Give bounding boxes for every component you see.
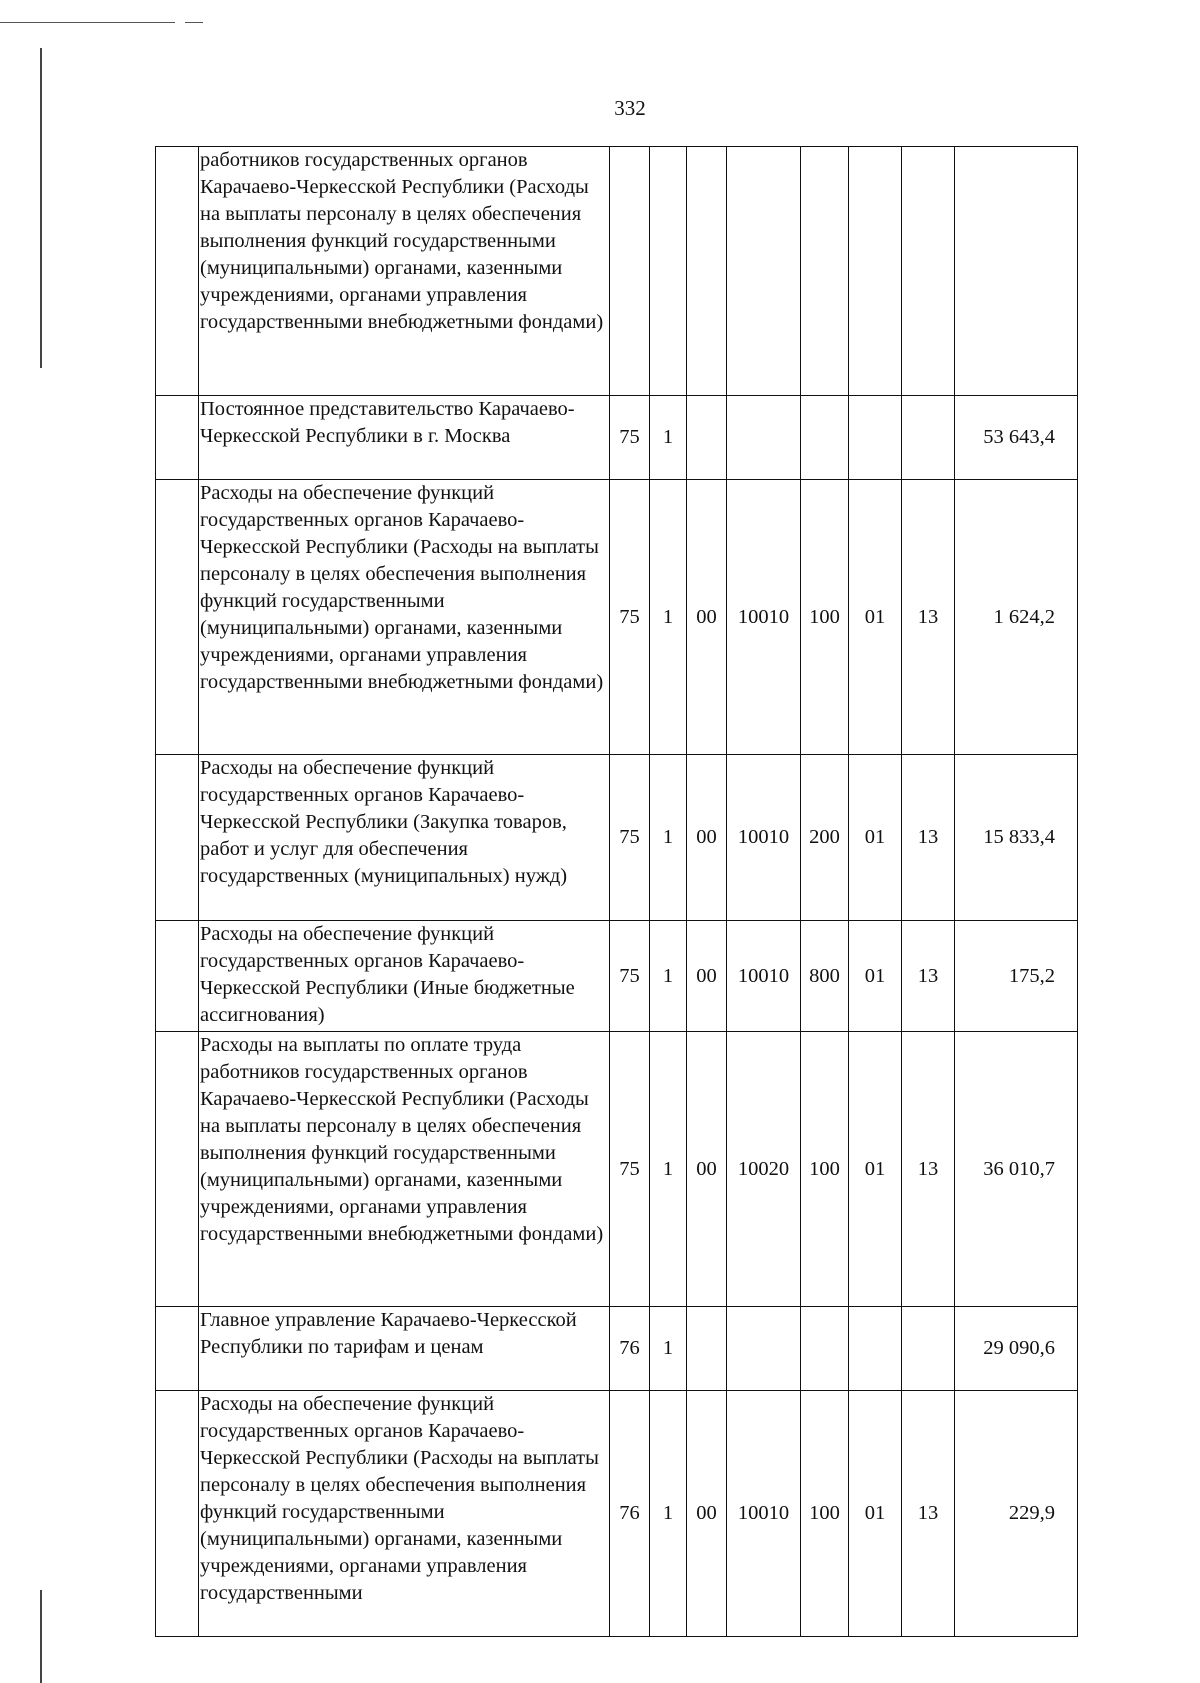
table-row — [156, 480, 1078, 755]
table-row — [156, 147, 1078, 396]
function-section-cell: 01 — [849, 480, 902, 755]
row-index-cell — [156, 1307, 199, 1391]
row-index-cell — [156, 480, 199, 755]
amount-cell: 29 090,6 — [955, 1307, 1078, 1391]
amount-cell: 175,2 — [955, 921, 1078, 1032]
row-index-cell — [156, 1391, 199, 1637]
function-section-cell — [849, 396, 902, 480]
expense-type-cell — [801, 396, 849, 480]
section-code-cell: 1 — [650, 396, 687, 480]
row-index-cell — [156, 755, 199, 921]
expense-type-cell — [801, 147, 849, 396]
ministry-code-cell: 76 — [610, 1391, 650, 1637]
function-section-cell: 01 — [849, 1391, 902, 1637]
table-row — [156, 921, 1078, 1032]
target-article-cell: 10010 — [727, 480, 801, 755]
target-article-cell: 10010 — [727, 755, 801, 921]
function-subsection-cell: 13 — [902, 480, 955, 755]
description-cell: работников государственных органов Карачаево-Черкесской Республики (Расходы на выплаты персоналу в целях обеспечения выполнения функций государственными (муниципальными) органами, казенными учреждениями, органами управления государственными внебюджетными фондами) — [199, 147, 610, 396]
scan-edge-line — [0, 22, 175, 23]
table-row — [156, 1307, 1078, 1391]
function-section-cell: 01 — [849, 755, 902, 921]
function-section-cell — [849, 147, 902, 396]
description-cell: Расходы на обеспечение функций государственных органов Карачаево-Черкесской Республики (Расходы на выплаты персоналу в целях обеспечения выполнения функций государственными (муниципальными) органами, казенными учреждениями, органами управления государственными внебюджетными фондами) — [199, 480, 610, 755]
table-row — [156, 1032, 1078, 1307]
amount-cell: 229,9 — [955, 1391, 1078, 1637]
target-article-cell: 10020 — [727, 1032, 801, 1307]
subsection-code-cell — [687, 1307, 727, 1391]
description-cell: Расходы на обеспечение функций государственных органов Карачаево-Черкесской Республики (Иные бюджетные ассигнования) — [199, 921, 610, 1032]
amount-cell: 1 624,2 — [955, 480, 1078, 755]
expense-type-cell: 100 — [801, 480, 849, 755]
description-cell: Расходы на обеспечение функций государственных органов Карачаево-Черкесской Республики (Закупка товаров, работ и услуг для обеспечения государственных (муниципальных) нужд) — [199, 755, 610, 921]
subsection-code-cell: 00 — [687, 1391, 727, 1637]
target-article-cell — [727, 1307, 801, 1391]
table-row — [156, 396, 1078, 480]
expense-type-cell: 100 — [801, 1032, 849, 1307]
ministry-code-cell: 76 — [610, 1307, 650, 1391]
function-subsection-cell: 13 — [902, 1391, 955, 1637]
ministry-code-cell: 75 — [610, 1032, 650, 1307]
row-index-cell — [156, 1032, 199, 1307]
expense-type-cell: 800 — [801, 921, 849, 1032]
section-code-cell: 1 — [650, 921, 687, 1032]
expense-type-cell: 100 — [801, 1391, 849, 1637]
ministry-code-cell: 75 — [610, 396, 650, 480]
amount-cell — [955, 147, 1078, 396]
section-code-cell — [650, 147, 687, 396]
ministry-code-cell: 75 — [610, 921, 650, 1032]
ministry-code-cell: 75 — [610, 755, 650, 921]
row-index-cell — [156, 147, 199, 396]
amount-cell: 53 643,4 — [955, 396, 1078, 480]
description-cell: Постоянное представительство Карачаево-Черкесской Республики в г. Москва — [199, 396, 610, 480]
amount-cell: 15 833,4 — [955, 755, 1078, 921]
section-code-cell: 1 — [650, 1307, 687, 1391]
scan-binding-edge — [40, 1590, 42, 1683]
target-article-cell — [727, 396, 801, 480]
function-section-cell — [849, 1307, 902, 1391]
section-code-cell: 1 — [650, 755, 687, 921]
ministry-code-cell — [610, 147, 650, 396]
function-subsection-cell — [902, 396, 955, 480]
expense-type-cell: 200 — [801, 755, 849, 921]
page-number: 332 — [614, 96, 646, 120]
function-subsection-cell: 13 — [902, 1032, 955, 1307]
subsection-code-cell: 00 — [687, 755, 727, 921]
scan-edge-line — [185, 22, 203, 23]
table-row — [156, 1391, 1078, 1637]
row-index-cell — [156, 921, 199, 1032]
function-subsection-cell — [902, 1307, 955, 1391]
function-subsection-cell — [902, 147, 955, 396]
budget-table — [155, 146, 1078, 1637]
description-cell: Расходы на выплаты по оплате труда работников государственных органов Карачаево-Черкесской Республики (Расходы на выплаты персоналу в целях обеспечения выполнения функций государственными (муниципальными) органами, казенными учреждениями, органами управления государственными внебюджетными фондами) — [199, 1032, 610, 1307]
subsection-code-cell — [687, 396, 727, 480]
amount-cell: 36 010,7 — [955, 1032, 1078, 1307]
row-index-cell — [156, 396, 199, 480]
subsection-code-cell: 00 — [687, 921, 727, 1032]
description-cell: Расходы на обеспечение функций государственных органов Карачаево-Черкесской Республики (Расходы на выплаты персоналу в целях обеспечения выполнения функций государственными (муниципальными) органами, казенными учреждениями, органами управления государственными — [199, 1391, 610, 1637]
description-cell: Главное управление Карачаево-Черкесской Республики по тарифам и ценам — [199, 1307, 610, 1391]
function-subsection-cell: 13 — [902, 921, 955, 1032]
ministry-code-cell: 75 — [610, 480, 650, 755]
subsection-code-cell: 00 — [687, 1032, 727, 1307]
section-code-cell: 1 — [650, 1032, 687, 1307]
function-subsection-cell: 13 — [902, 755, 955, 921]
target-article-cell: 10010 — [727, 921, 801, 1032]
table-row — [156, 755, 1078, 921]
expense-type-cell — [801, 1307, 849, 1391]
function-section-cell: 01 — [849, 921, 902, 1032]
subsection-code-cell: 00 — [687, 480, 727, 755]
target-article-cell — [727, 147, 801, 396]
target-article-cell: 10010 — [727, 1391, 801, 1637]
subsection-code-cell — [687, 147, 727, 396]
section-code-cell: 1 — [650, 480, 687, 755]
section-code-cell: 1 — [650, 1391, 687, 1637]
function-section-cell: 01 — [849, 1032, 902, 1307]
